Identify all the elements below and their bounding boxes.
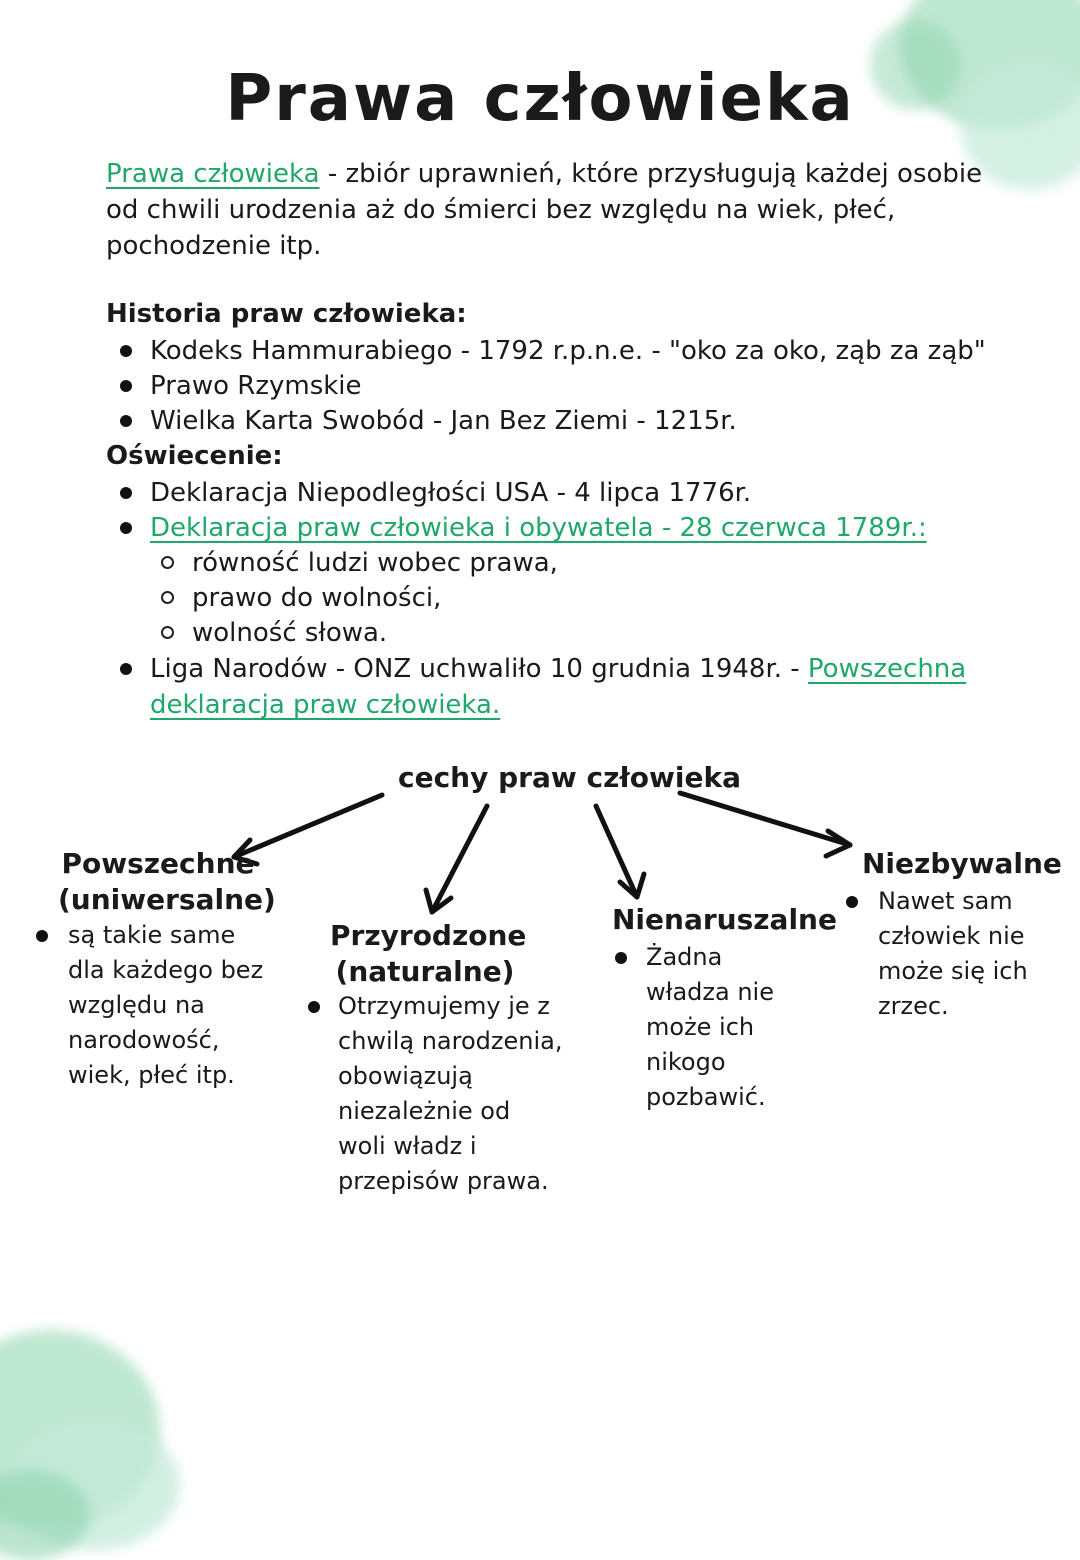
definition-text: - zbiór uprawnień, które przysługują każdej osobie [319, 159, 983, 189]
enlightenment-heading: Oświecenie: [106, 441, 283, 471]
feature-desc-natural: Otrzymujemy je z chwilą narodzenia, obowiązują niezależnie od woli władz i przepisów prawa. [338, 992, 563, 1195]
definition-term: Prawa człowieka [106, 159, 320, 189]
bullet-icon [308, 1001, 320, 1013]
enlightenment-subitem: wolność słowa. [192, 618, 388, 648]
page-title: Prawa człowieka [225, 62, 855, 136]
history-heading: Historia praw człowieka: [106, 299, 467, 329]
feature-title-universal: Powszechne (uniwersalne) [58, 847, 276, 916]
definition-line-2: od chwili urodzenia aż do śmierci bez względu na wiek, płeć, [106, 195, 896, 225]
enlightenment-item: Deklaracja Niepodległości USA - 4 lipca 1776r. [150, 478, 752, 508]
arrow-center-right-icon [596, 806, 644, 897]
enlightenment-subitem: prawo do wolności, [192, 583, 442, 613]
definition-line-3: pochodzenie itp. [106, 231, 322, 261]
un-text: Liga Narodów - ONZ uchwaliło 10 grudnia 1948r. - [150, 654, 808, 684]
bullet-icon [36, 930, 48, 942]
history-item: Prawo Rzymskie [150, 371, 362, 401]
feature-title-inalienable: Niezbywalne [862, 847, 1062, 880]
declaration-link: Deklaracja praw człowieka i obywatela - 28 czerwca 1789r.: [150, 513, 927, 543]
universal-declaration-link: Powszechna [807, 654, 967, 684]
history-item: Kodeks Hammurabiego - 1792 r.p.n.e. - "oko za oko, ząb za ząb" [150, 336, 986, 366]
arrow-right-icon [680, 793, 850, 856]
feature-desc-inviolable: Żadna władza nie może ich nikogo pozbawić. [646, 943, 774, 1111]
bullet-icon [615, 952, 627, 964]
universal-declaration-link-cont: deklaracja praw człowieka. [150, 690, 501, 720]
feature-desc-inalienable: Nawet sam człowiek nie może się ich zrzec. [878, 887, 1028, 1020]
feature-desc-universal: są takie same dla każdego bez względu na narodowość, wiek, płeć itp. [68, 921, 264, 1089]
feature-title-inviolable: Nienaruszalne [612, 903, 837, 936]
bullet-icon [846, 896, 858, 908]
features-center-label: cechy praw człowieka [398, 761, 741, 794]
history-item: Wielka Karta Swobód - Jan Bez Ziemi - 1215r. [150, 406, 737, 436]
enlightenment-subitem: równość ludzi wobec prawa, [192, 548, 558, 578]
feature-title-natural: Przyrodzone (naturalne) [330, 919, 527, 988]
arrow-center-left-icon [426, 806, 487, 912]
